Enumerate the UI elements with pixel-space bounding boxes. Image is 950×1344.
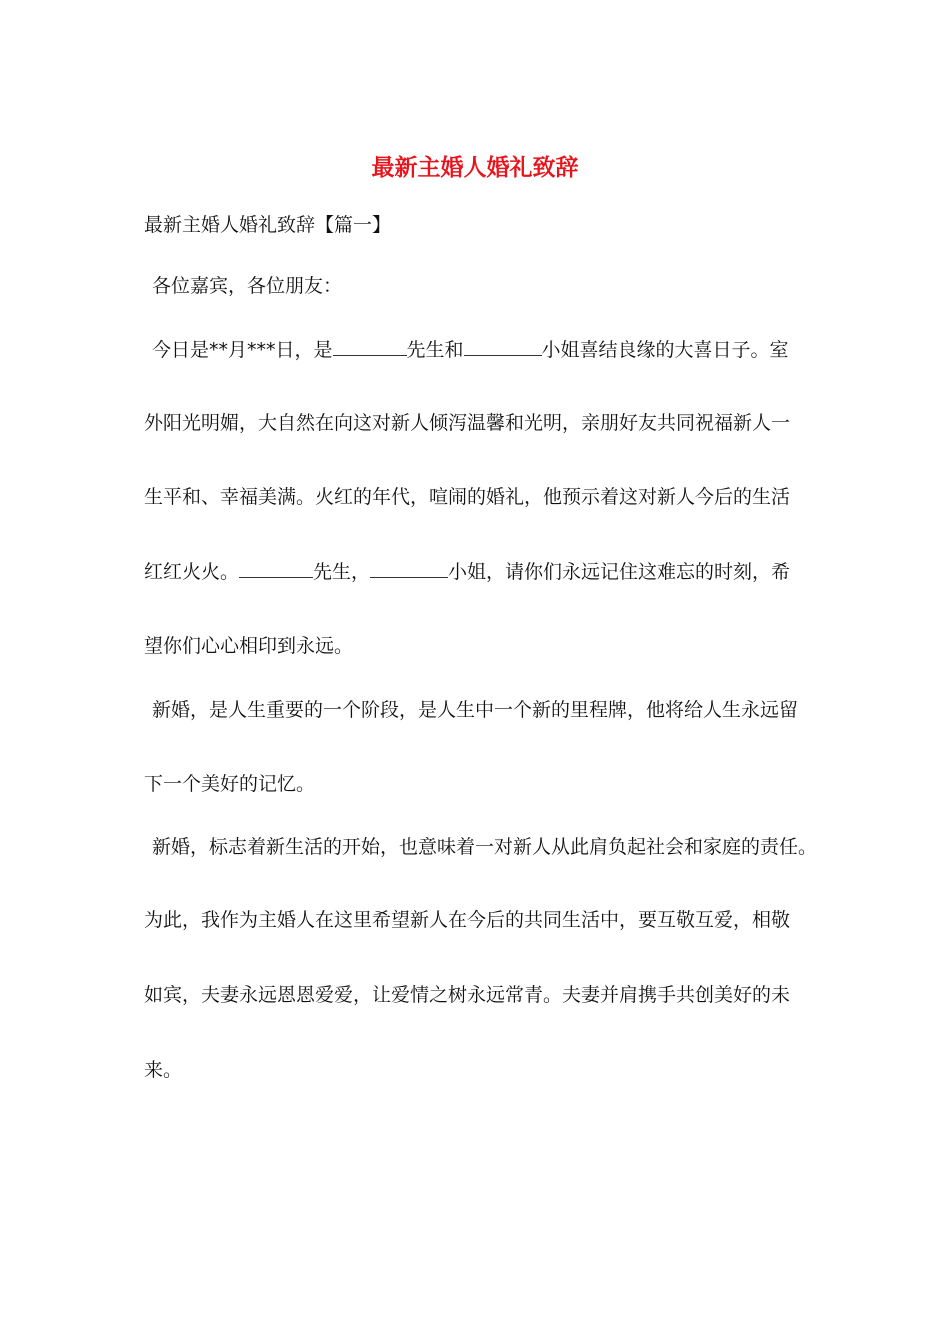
paragraph1-line4-text-c: 小姐，请你们永远记住这难忘的时刻，希: [448, 561, 791, 583]
document-title: 最新主婚人婚礼致辞: [371, 154, 579, 181]
paragraph1-line3: 生平和、幸福美满。火红的年代，喧闹的婚礼，他预示着这对新人今后的生活: [144, 486, 791, 508]
paragraph1-line4: [144, 558, 790, 586]
paragraph2-line2: 下一个美好的记忆。: [144, 773, 316, 795]
paragraph2-line1: 新婚，是人生重要的一个阶段，是人生中一个新的里程牌，他将给人生永远留: [152, 699, 799, 721]
paragraph3-line4: 来。: [144, 1059, 183, 1081]
paragraph3-line3: 如宾，夫妻永远恩恩爱爱，让爱情之树永远常青。夫妻并肩携手共创美好的未: [144, 984, 791, 1006]
paragraph1-line5: 望你们心心相印到永远。: [144, 635, 354, 657]
paragraph1-line2: 外阳光明媚，大自然在向这对新人倾泻温馨和光明，亲朋好友共同祝福新人一: [144, 412, 791, 434]
paragraph3-line2: 为此，我作为主婚人在这里希望新人在今后的共同生活中，要互敬互爱，相敬: [144, 909, 791, 931]
paragraph3-line1: 新婚，标志着新生活的开始，也意味着一对新人从此肩负起社会和家庭的责任。: [152, 836, 818, 858]
paragraph1-line1-text-a: 今日是**月***日，是: [152, 339, 333, 361]
paragraph1-line1-text-b: 先生和: [406, 339, 464, 361]
bride-name-blank: [370, 559, 448, 578]
paragraph1-line1-text-c: 小姐喜结良缘的大喜日子。室: [541, 339, 789, 361]
groom-name-blank: [239, 559, 313, 578]
groom-name-blank: [333, 337, 407, 356]
paragraph1-line4-text-a: 红红火火。: [144, 561, 240, 583]
section-heading: 最新主婚人婚礼致辞【篇一】: [144, 214, 392, 236]
paragraph1-line1: [152, 336, 789, 364]
greeting: 各位嘉宾，各位朋友：: [152, 275, 343, 297]
bride-name-blank: [464, 337, 542, 356]
paragraph1-line4-text-b: 先生，: [313, 561, 371, 583]
